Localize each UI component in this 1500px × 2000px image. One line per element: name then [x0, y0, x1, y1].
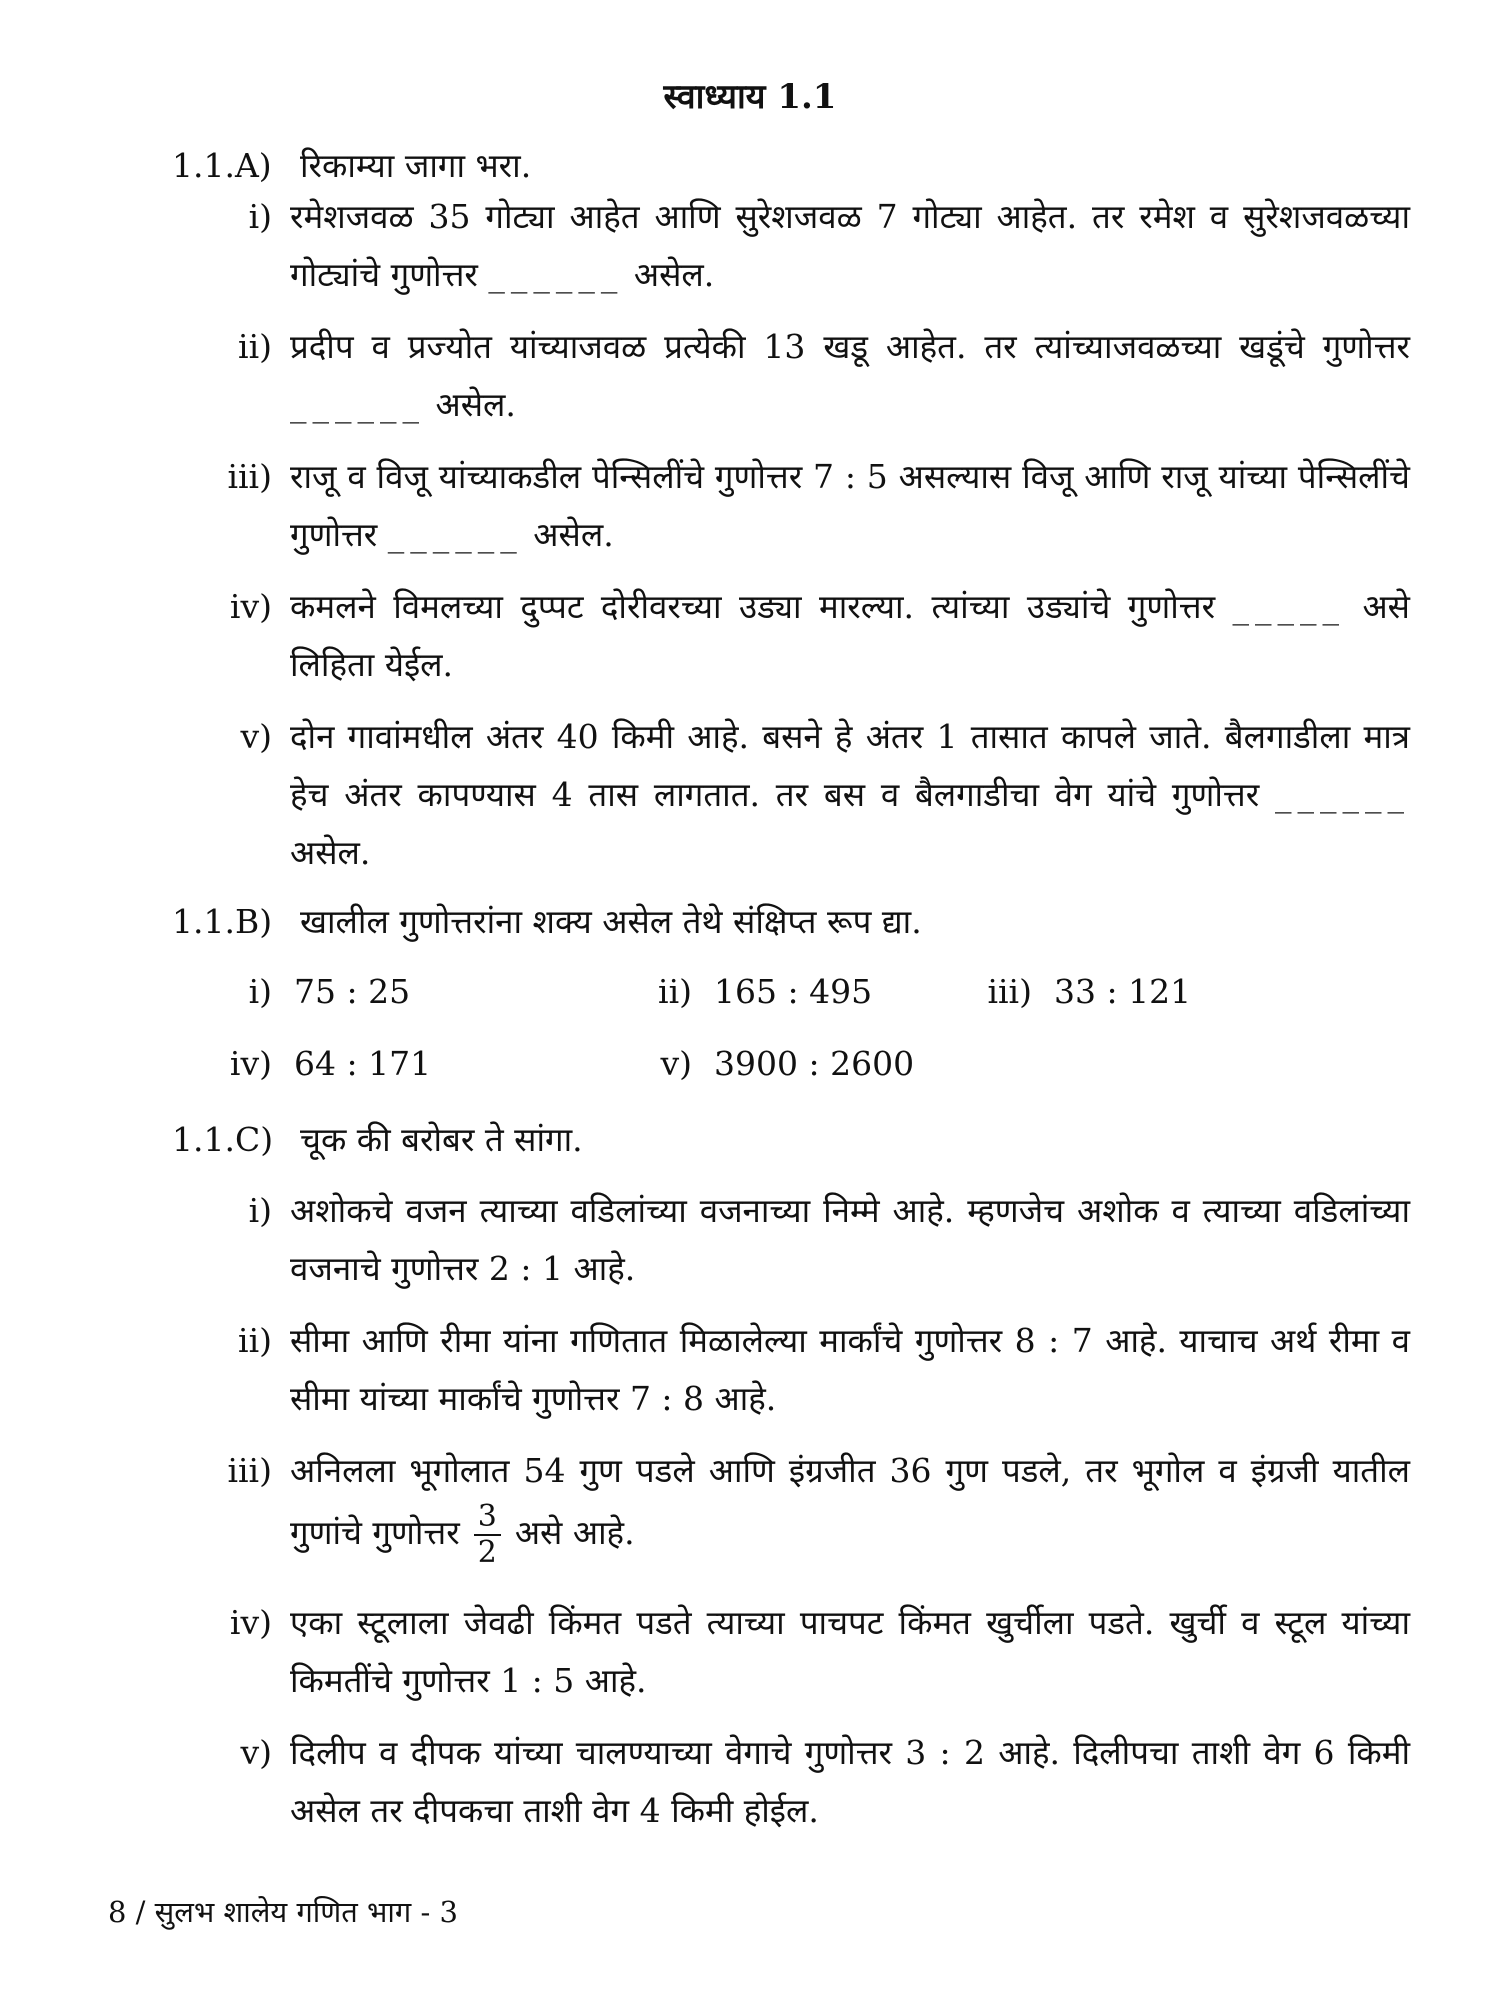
item-text: कमलने विमलच्या दुप्पट दोरीवरच्या उड्या मारल्या. त्यांच्या उड्यांचे गुणोत्तर _____ असे लिहिता येईल.	[290, 587, 1410, 684]
section-b-title: खालील गुणोत्तरांना शक्य असेल तेथे संक्षिप्त रूप द्या.	[300, 902, 922, 941]
item-numeral: i)	[248, 1191, 272, 1230]
section-a-number: 1.1.A)	[172, 146, 272, 185]
section-c-item-3	[200, 1442, 1410, 1582]
section-a-heading	[172, 142, 531, 187]
fill-blank: ______	[290, 385, 425, 424]
section-b-heading	[172, 898, 922, 943]
item-text: दिलीप व दीपक यांच्या चालण्याच्या वेगाचे गुणोत्तर 3 : 2 आहे. दिलीपचा ताशी वेग 6 किमी असेल तर दीपकचा ताशी वेग 4 किमी होईल.	[290, 1733, 1410, 1830]
item-numeral: v)	[240, 717, 272, 756]
item-numeral: ii)	[238, 327, 272, 366]
section-c-item-5	[200, 1724, 1410, 1840]
section-c-item-1	[200, 1182, 1410, 1298]
section-b-number: 1.1.B)	[172, 902, 273, 941]
item-numeral: i)	[248, 197, 272, 236]
item-text: अशोकचे वजन त्याच्या वडिलांच्या वजनाच्या निम्मे आहे. म्हणजेच अशोक व त्याच्या वडिलांच्या वजनाचे गुणोत्तर 2 : 1 आहे.	[290, 1191, 1410, 1288]
fraction	[474, 1500, 501, 1570]
section-c-item-2	[200, 1312, 1410, 1428]
item-numeral: v)	[240, 1733, 272, 1772]
fill-blank: ______	[387, 515, 523, 554]
item-text: दोन गावांमधील अंतर 40 किमी आहे. बसने हे अंतर 1 तासात कापले जाते. बैलगाडीला मात्र हेच अंतर कापण्यास 4 तास लागतात. तर बस व बैलगाडीचा वेग यांचे गुणोत्तर ______ असेल.	[290, 717, 1410, 872]
section-c-item-4	[200, 1594, 1410, 1710]
page-footer: 8 / सुलभ शालेय गणित भाग - 3	[108, 1895, 458, 1929]
fraction-numerator: 3	[474, 1500, 501, 1536]
item-text: रमेशजवळ 35 गोट्या आहेत आणि सुरेशजवळ 7 गोट्या आहेत. तर रमेश व सुरेशजवळच्या गोट्यांचे गुणोत्तर ______ असेल.	[290, 197, 1410, 294]
item-numeral: iv)	[229, 587, 272, 626]
section-c-heading	[172, 1116, 583, 1161]
item-text: राजू व विजू यांच्याकडील पेन्सिलींचे गुणोत्तर 7 : 5 असल्यास विजू आणि राजू यांच्या पेन्सिलींचे गुणोत्तर ______ असेल.	[290, 457, 1410, 554]
item-text: सीमा आणि रीमा यांना गणितात मिळालेल्या मार्कांचे गुणोत्तर 8 : 7 आहे. याचाच अर्थ रीमा व सीमा यांच्या मार्कांचे गुणोत्तर 7 : 8 आहे.	[290, 1321, 1410, 1418]
fill-blank: _____	[1232, 587, 1346, 626]
fill-blank: ______	[1274, 775, 1410, 814]
item-numeral: ii)	[238, 1321, 272, 1360]
section-a-item-3	[200, 448, 1410, 564]
fraction-denominator: 2	[477, 1535, 497, 1570]
ratio-item-5: v) 3900 : 2600	[660, 1044, 915, 1083]
ratio-item-2: ii) 165 : 495	[658, 972, 873, 1011]
ratio-item-1: i) 75 : 25	[248, 972, 411, 1011]
section-a-item-1	[200, 188, 1410, 304]
item-text: प्रदीप व प्रज्योत यांच्याजवळ प्रत्येकी 13 खडू आहेत. तर त्यांच्याजवळच्या खडूंचे गुणोत्तर ______ असेल.	[290, 327, 1410, 424]
item-numeral: iii)	[227, 457, 272, 496]
ratio-item-3: iii) 33 : 121	[987, 972, 1192, 1011]
item-text: एका स्टूलाला जेवढी किंमत पडते त्याच्या पाचपट किंमत खुर्चीला पडते. खुर्ची व स्टूल यांच्या किमतींचे गुणोत्तर 1 : 5 आहे.	[290, 1603, 1410, 1700]
section-a-item-2	[200, 318, 1410, 434]
section-c-title: चूक की बरोबर ते सांगा.	[300, 1120, 583, 1159]
section-c-number: 1.1.C)	[172, 1120, 274, 1159]
section-a-item-4	[200, 578, 1410, 694]
item-text: अनिलला भूगोलात 54 गुण पडले आणि इंग्रजीत 36 गुण पडले, तर भूगोल व इंग्रजी यातील गुणांचे गुणोत्तर $\frac{3}{2}$ असे आहे.	[290, 1451, 1410, 1570]
exercise-title: स्वाध्याय 1.1	[663, 77, 837, 117]
fill-blank: ______	[488, 255, 624, 294]
item-numeral: iii)	[227, 1451, 272, 1490]
item-numeral: iv)	[229, 1603, 272, 1642]
section-a-title: रिकाम्या जागा भरा.	[300, 146, 532, 185]
ratio-item-4: iv) 64 : 171	[229, 1044, 432, 1083]
section-a-item-5	[200, 708, 1410, 882]
